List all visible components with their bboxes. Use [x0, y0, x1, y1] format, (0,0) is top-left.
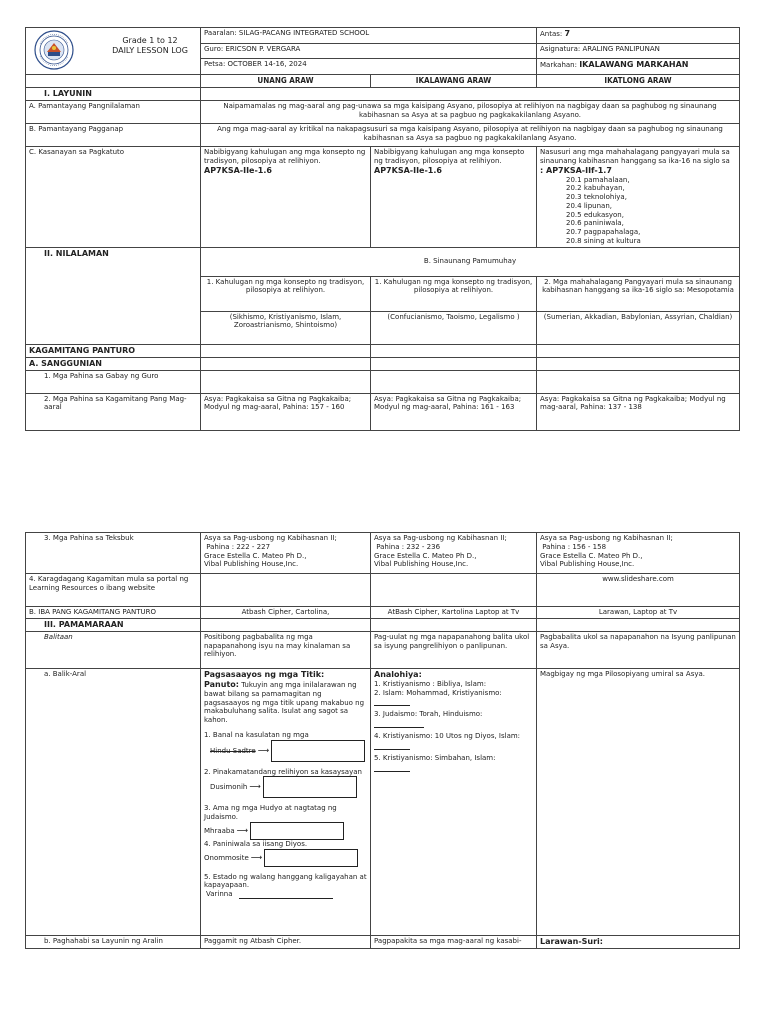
textbook-day1: Asya sa Pag-usbong ng Kabihasnan II; Pahina : 222 - 227 Grace Estella C. Mateo Ph D., Vibal Publishing House,Inc.: [201, 533, 371, 574]
analogy-item: 2. Islam: Mohammad, Kristiyanismo:: [374, 688, 502, 697]
row-label-paghahabi: b. Paghahabi sa Layunin ng Aralin: [26, 935, 201, 948]
competency-subitem: 20.5 edukasyon,: [566, 210, 624, 219]
competency-day3: Nasusuri ang mga mahahalagang pangyayari mula sa sinaunang kabihasnan hanggang sa ika-16 na siglo sa : AP7KSA-IIf-1.7 20.1 pamahalaan, 20.2 kabuhayan, 20.3 teknolohiya, 20.4 lipunan, 20.5 edukasyon, 20.6 paniniwala, 20.7 pagpapahalaga, 20.8 sining at kultura: [537, 147, 740, 248]
other-materials-day2: AtBash Cipher, Kartolina Laptop at Tv: [371, 607, 537, 619]
content-sub-day1: (Sikhismo, Kristiyanismo, Islam, Zoroastrianismo, Shintoismo): [201, 311, 371, 344]
competency-day2: Nabibigyang kahulugan ang mga konsepto ng tradisyon, pilosopiya at relihiyon. AP7KSA-IIe-1.6: [371, 147, 537, 248]
arrow-right-icon: ⟶: [257, 745, 270, 755]
textbook-day3: Asya sa Pag-usbong ng Kabihasnan II; Pahina : 156 - 158 Grace Estella C. Mateo Ph D., Vibal Publishing House,Inc.: [537, 533, 740, 574]
content-day1: 1. Kahulugan ng mga konsepto ng tradisyon, pilosopiya at relihiyon.: [201, 276, 371, 311]
review-day3: Magbigay ng mga Pilosopiyang umiral sa Asya.: [537, 668, 740, 935]
day1-header: UNANG ARAW: [201, 75, 371, 88]
analogy-item: 4. Kristiyanismo: 10 Utos ng Diyos, Islam:: [374, 732, 521, 740]
section-pamamaraan: III. PAMAMARAAN: [26, 618, 201, 631]
row-label-lr-portal: 4. Karagdagang Kagamitan mula sa portal ng Learning Resources o ibang website: [26, 574, 201, 607]
answer-box[interactable]: [271, 740, 365, 762]
content-topic: B. Sinaunang Pamumuhay: [201, 247, 740, 276]
row-label-gabay: 1. Mga Pahina sa Gabay ng Guro: [26, 370, 201, 393]
review-day1: Pagsasaayos ng mga Titik: Panuto: Tukuyin ang mga inilalarawan ng bawat bilang sa pamamagitan ng pagsasaayos ng mga titik upang makabuo ng makabuluhang salita. Isulat ang sagot sa kahon. 1. Banal na kasulatan ng mga Hindu Sadtre ⟶ 2. Pinakamatandang relihiyon sa kasaysayan Dusimonih ⟶ 3. Ama ng mga Hudyo at nagtatag ng Judaismo. Mhraaba ⟶ 4. Paniniwala sa iisang Diyos. Onommosite ⟶ 5. Estado ng walang hanggang kaligayahan at kapayapaan. Varinna: [201, 668, 371, 935]
section-nilalaman: II. NILALAMAN: [26, 247, 201, 344]
content-standard-text: Naipamamalas ng mag-aaral ang pag-unawa sa mga kaisipang Asyano, pilosopiya at relihiyon na nagbigay daan sa paghubog ng sinaunang kabihasnan sa Asya at sa pagbuo ng pagkakakilanlang Asyano.: [201, 101, 740, 124]
lesson-log-table-page2: [25, 532, 740, 949]
lesson-log-table-page1: [25, 27, 740, 431]
competency-subitem: 20.3 teknolohiya,: [566, 193, 627, 201]
competency-subitem: 20.2 kabuhayan,: [566, 184, 625, 193]
date-field: Petsa: OCTOBER 14-16, 2024: [201, 58, 537, 74]
competency-subitem: 20.1 pamahalaan,: [566, 175, 630, 184]
arrow-right-icon: ⟶: [236, 825, 249, 835]
news-day2: Pag-uulat ng mga napapanahong balita ukol sa isyung pangrelihiyon o panlipunan.: [371, 631, 537, 668]
row-label-pangnilalaman: A. Pamantayang Pangnilalaman: [26, 101, 201, 124]
content-day3: 2. Mga mahahalagang Pangyayari mula sa sinaunang kabihasnan hanggang sa ika-16 siglo sa: Mesopotamia: [537, 276, 740, 311]
competency-code-day2: AP7KSA-IIe-1.6: [374, 165, 442, 175]
section-kagamitan: KAGAMITANG PANTURO: [26, 344, 201, 357]
answer-line[interactable]: [239, 891, 333, 899]
arrow-right-icon: ⟶: [250, 852, 263, 862]
question-3: 3. Ama ng mga Hudyo at nagtatag ng Judaismo. Mhraaba ⟶: [204, 804, 367, 840]
learner-material-day1: Asya: Pagkakaisa sa Gitna ng Pagkakaiba; Modyul ng mag-aaral, Pahina: 157 - 160: [201, 393, 371, 430]
competency-day1: Nabibigyang kahulugan ang mga konsepto ng tradisyon, pilosopiya at relihiyon. AP7KSA-IIe-1.6: [201, 147, 371, 248]
row-label-balik-aral: a. Balik-Aral: [26, 668, 201, 935]
competency-subitem: 20.7 pagpapahalaga,: [566, 228, 641, 236]
quarter-field: Markahan: IKALAWANG MARKAHAN: [537, 58, 740, 74]
analogy-title: Analohiya:: [374, 669, 422, 679]
answer-box[interactable]: [263, 776, 357, 798]
competency-subitem: 20.8 sining at kultura: [566, 236, 641, 245]
performance-standard-text: Ang mga mag-aaral ay kritikal na nakapagsusuri sa mga kaisipang Asyano, pilosopiya at relihiyon na nagbigay daan sa paghubog ng sinaunang kabihasnan sa Asya sa pagbuo ng pagkakakilanlang Asyano.: [201, 124, 740, 147]
competency-subitem: 20.6 paniniwala,: [566, 219, 624, 228]
day3-header: IKATLONG ARAW: [537, 75, 740, 88]
other-materials-day1: Atbash Cipher, Cartolina,: [201, 607, 371, 619]
news-day1: Positibong pagbabalita ng mga napapanahong isyu na may kinalaman sa relihiyon.: [201, 631, 371, 668]
other-materials-day3: Larawan, Laptop at Tv: [537, 607, 740, 619]
review-day2: [371, 668, 537, 935]
question-4: 4. Paniniwala sa iisang Diyos. Onommosite ⟶: [204, 840, 367, 867]
learner-material-day2: Asya: Pagkakaisa sa Gitna ng Pagkakaiba; Modyul ng mag-aaral, Pahina: 161 - 163: [371, 393, 537, 430]
motive-day1: Paggamit ng Atbash Cipher.: [201, 935, 371, 948]
competency-code-day1: AP7KSA-IIe-1.6: [204, 165, 272, 175]
question-5: 5. Estado ng walang hanggang kaligayahan at kapayapaan. Varinna: [204, 872, 367, 898]
competency-code-day3: : AP7KSA-IIf-1.7: [540, 165, 612, 175]
competency-subitem: 20.4 lipunan,: [566, 201, 612, 210]
answer-line[interactable]: [374, 719, 424, 728]
answer-box[interactable]: [250, 822, 344, 840]
arrow-right-icon: ⟶: [249, 782, 261, 792]
review-activity-title: Pagsasaayos ng mga Titik:: [204, 669, 325, 679]
question-1: 1. Banal na kasulatan ng mga Hindu Sadtre ⟶: [204, 731, 367, 762]
content-sub-day2: (Confucianismo, Taoismo, Legalismo ): [371, 311, 537, 344]
school-field: Paaralan: SILAG-PACANG INTEGRATED SCHOOL: [201, 28, 537, 44]
analogy-item: 5. Kristiyanismo: Simbahan, Islam:: [374, 753, 496, 762]
row-label-kagamitang-pang-mag-aaral: 2. Mga Pahina sa Kagamitang Pang Mag-aaral: [26, 393, 201, 430]
analogy-item: 1. Kristiyanismo : Bibliya, Islam:: [374, 679, 487, 688]
section-layunin: I. LAYUNIN: [26, 88, 201, 101]
grade-level-field: Antas: 7: [537, 28, 740, 44]
content-sub-day3: (Sumerian, Akkadian, Babylonian, Assyrian, Chaldian): [537, 311, 740, 344]
answer-line[interactable]: [374, 697, 410, 706]
title-cell: [26, 28, 201, 75]
row-label-teksbuk: 3. Mga Pahina sa Teksbuk: [26, 533, 201, 574]
subject-field: Asignatura: ARALING PANLIPUNAN: [537, 44, 740, 59]
title-grade: Grade 1 to 12: [122, 36, 178, 45]
motive-day2: Pagpapakita sa mga mag-aaral ng kasabi-: [371, 935, 537, 948]
day2-header: IKALAWANG ARAW: [371, 75, 537, 88]
row-label-balitaan: Balitaan: [26, 631, 201, 668]
answer-box[interactable]: [264, 849, 358, 867]
section-sanggunian: A. SANGGUNIAN: [26, 357, 201, 370]
deped-seal-icon: [34, 30, 74, 70]
textbook-day2: Asya sa Pag-usbong ng Kabihasnan II; Pahina : 232 - 236 Grace Estella C. Mateo Ph D., Vibal Publishing House,Inc.: [371, 533, 537, 574]
analogy-item: 3. Judaismo: Torah, Hinduismo:: [374, 710, 483, 719]
question-2: 2. Pinakamatandang relihiyon sa kasaysayan Dusimonih ⟶: [204, 768, 367, 799]
content-day2: 1. Kahulugan ng mga konsepto ng tradisyon, pilosopiya at relihiyon.: [371, 276, 537, 311]
teacher-field: Guro: ERICSON P. VERGARA: [201, 44, 537, 59]
row-label-iba-pang-kagamitan: B. IBA PANG KAGAMITANG PANTURO: [26, 607, 201, 619]
row-label-kasanayan: C. Kasanayan sa Pagkatuto: [26, 147, 201, 248]
answer-line[interactable]: [374, 741, 410, 750]
answer-line[interactable]: [374, 763, 410, 772]
row-label-pagganap: B. Pamantayang Pagganap: [26, 124, 201, 147]
title-dll: DAILY LESSON LOG: [112, 46, 188, 55]
motive-day3: Larawan-Suri:: [537, 935, 740, 948]
learner-material-day3: Asya: Pagkakaisa sa Gitna ng Pagkakaiba; Modyul ng mag-aaral, Pahina: 137 - 138: [537, 393, 740, 430]
news-day3: Pagbabalita ukol sa napapanahon na Isyung panlipunan sa Asya.: [537, 631, 740, 668]
lr-portal-day3: www.slideshare.com: [537, 574, 740, 607]
